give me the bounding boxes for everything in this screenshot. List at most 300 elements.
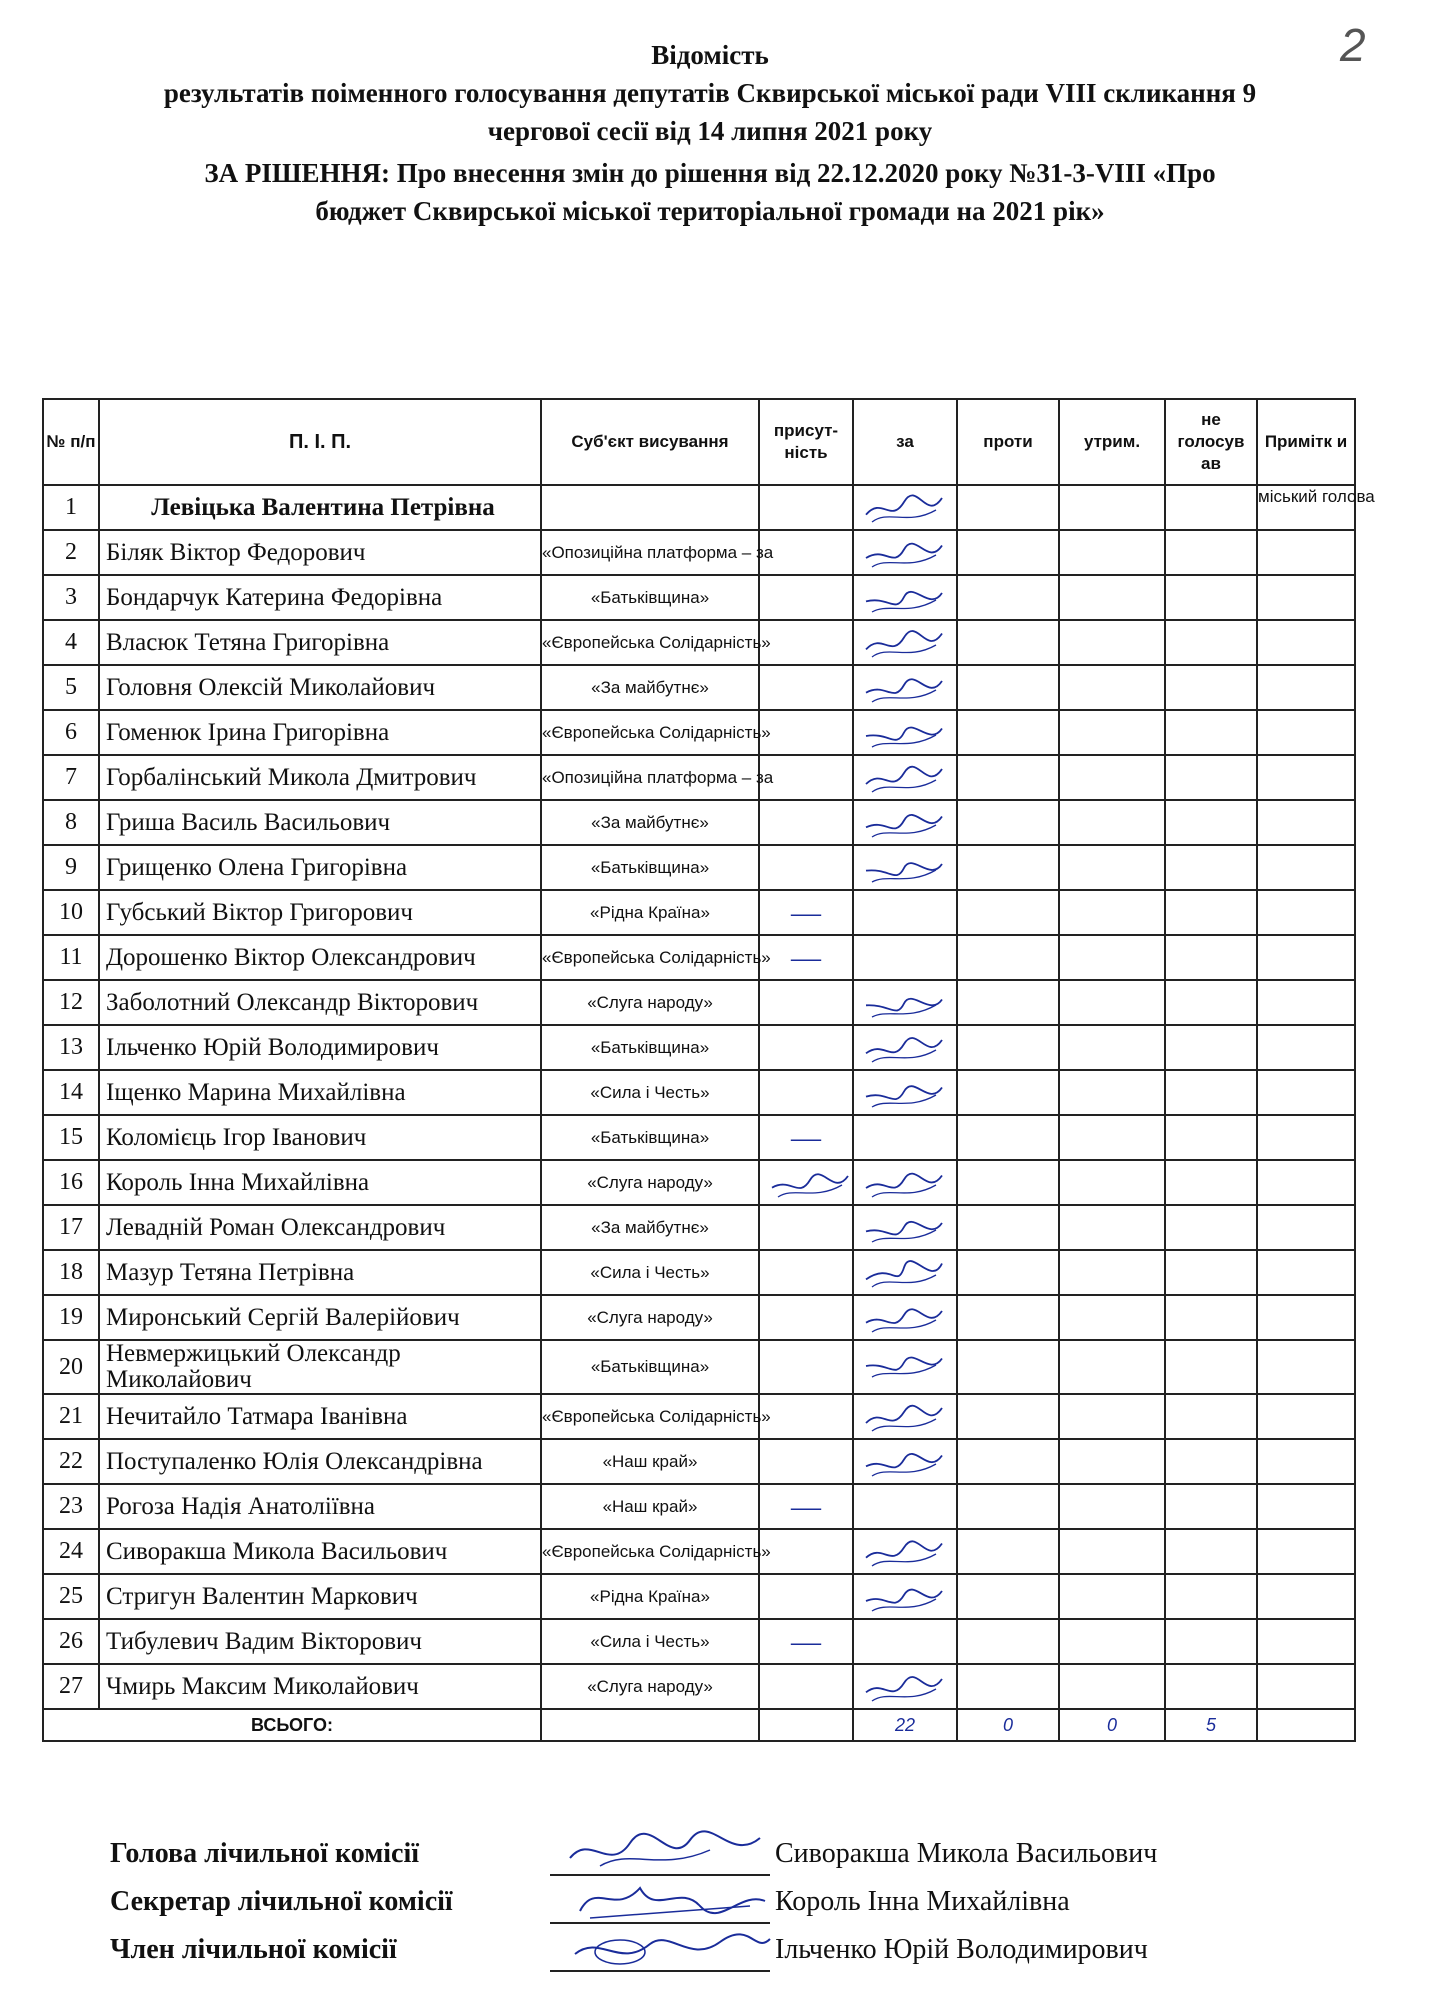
note-cell (1257, 1574, 1355, 1619)
deputy-party: «Наш край» (541, 1484, 759, 1529)
presence-cell: — (759, 890, 853, 935)
vote-for-cell (853, 530, 957, 575)
col-abstain: утрим. (1059, 399, 1165, 485)
member-sign-line (550, 1970, 770, 1972)
note-cell (1257, 1250, 1355, 1295)
table-row (43, 1574, 1355, 1619)
vote-for-cell (853, 575, 957, 620)
vote-against-cell (957, 1160, 1059, 1205)
vote-for-cell (853, 1250, 957, 1295)
signature-mark (858, 1442, 950, 1482)
presence-cell (759, 1250, 853, 1295)
vote-for-cell (853, 1664, 957, 1709)
table-row (43, 845, 1355, 890)
total-note-cell (1257, 1709, 1355, 1741)
table-row (43, 980, 1355, 1025)
deputy-name: Левіцька Валентина Петрівна (99, 485, 541, 530)
note-cell (1257, 620, 1355, 665)
presence-cell (759, 1529, 853, 1574)
commission-member-row (110, 1934, 1310, 1982)
note-cell (1257, 1619, 1355, 1664)
table-row (43, 1529, 1355, 1574)
vote-for-cell (853, 800, 957, 845)
not-voted-cell (1165, 1070, 1257, 1115)
col-present: присут-ність (759, 399, 853, 485)
not-voted-cell (1165, 1439, 1257, 1484)
row-number: 11 (43, 935, 99, 980)
vote-against-cell (957, 1070, 1059, 1115)
chair-role: Голова лічильної комісії (110, 1838, 420, 1869)
deputy-party: «Сила і Честь» (541, 1250, 759, 1295)
deputy-name: Горбалінський Микола Дмитрович (99, 755, 541, 800)
presence-cell (759, 1295, 853, 1340)
deputy-name: Гоменюк Ірина Григорівна (99, 710, 541, 755)
vote-abstain-cell (1059, 845, 1165, 890)
vote-against-cell (957, 485, 1059, 530)
table-row (43, 1394, 1355, 1439)
total-not-voted: 5 (1165, 1709, 1257, 1741)
row-number: 2 (43, 530, 99, 575)
table-row (43, 1619, 1355, 1664)
presence-cell (759, 665, 853, 710)
vote-against-cell (957, 755, 1059, 800)
note-cell (1257, 530, 1355, 575)
vote-abstain-cell (1059, 1115, 1165, 1160)
vote-abstain-cell (1059, 1295, 1165, 1340)
not-voted-cell (1165, 890, 1257, 935)
presence-cell: — (759, 1115, 853, 1160)
vote-for-cell (853, 1160, 957, 1205)
note-cell (1257, 935, 1355, 980)
table-row (43, 1295, 1355, 1340)
vote-for-cell (853, 935, 957, 980)
chair-signature (560, 1828, 780, 1878)
note-cell (1257, 1664, 1355, 1709)
presence-cell (759, 620, 853, 665)
chair-name: Сиворакша Микола Васильович (775, 1838, 1158, 1869)
deputy-party: «Слуга народу» (541, 1160, 759, 1205)
table-row (43, 1115, 1355, 1160)
row-number: 20 (43, 1340, 99, 1394)
not-voted-cell (1165, 1664, 1257, 1709)
deputy-party: «Європейська Солідарність» (541, 1394, 759, 1439)
vote-abstain-cell (1059, 530, 1165, 575)
deputy-name: Ільченко Юрій Володимирович (99, 1025, 541, 1070)
signature-mark (858, 803, 950, 843)
deputy-party: «Слуга народу» (541, 980, 759, 1025)
presence-cell (759, 800, 853, 845)
table-row (43, 1484, 1355, 1529)
deputy-name: Губський Віктор Григорович (99, 890, 541, 935)
table-row (43, 800, 1355, 845)
vote-for-cell (853, 845, 957, 890)
not-voted-cell (1165, 710, 1257, 755)
table-row (43, 485, 1355, 530)
row-number: 6 (43, 710, 99, 755)
vote-for-cell (853, 1484, 957, 1529)
signature-mark (858, 1163, 950, 1203)
vote-for-cell (853, 665, 957, 710)
vote-against-cell (957, 710, 1059, 755)
presence-cell (759, 1664, 853, 1709)
deputy-name: Заболотний Олександр Вікторович (99, 980, 541, 1025)
row-number: 12 (43, 980, 99, 1025)
deputy-party: «За майбутнє» (541, 800, 759, 845)
vote-for-cell (853, 1529, 957, 1574)
deputy-name: Бондарчук Катерина Федорівна (99, 575, 541, 620)
vote-abstain-cell (1059, 890, 1165, 935)
deputy-name: Миронський Сергій Валерійович (99, 1295, 541, 1340)
presence-cell (759, 1394, 853, 1439)
page-number: 2 (1340, 19, 1366, 71)
vote-against-cell (957, 935, 1059, 980)
presence-cell (759, 1439, 853, 1484)
member-name: Ільченко Юрій Володимирович (775, 1934, 1148, 1965)
note-cell (1257, 575, 1355, 620)
presence-cell: — (759, 1484, 853, 1529)
table-row (43, 1250, 1355, 1295)
deputy-name: Король Інна Михайлівна (99, 1160, 541, 1205)
presence-cell (759, 845, 853, 890)
presence-cell (759, 1160, 853, 1205)
deputy-name: Грищенко Олена Григорівна (99, 845, 541, 890)
total-abstain: 0 (1059, 1709, 1165, 1741)
col-name: П. І. П. (99, 399, 541, 485)
presence-cell: — (759, 935, 853, 980)
signature-mark (858, 1577, 950, 1617)
table-row (43, 1340, 1355, 1394)
row-number: 16 (43, 1160, 99, 1205)
vote-against-cell (957, 1439, 1059, 1484)
note-cell (1257, 1295, 1355, 1340)
vote-abstain-cell (1059, 620, 1165, 665)
vote-abstain-cell (1059, 575, 1165, 620)
deputy-party: «Європейська Солідарність» (541, 935, 759, 980)
table-row (43, 665, 1355, 710)
vote-for-cell (853, 1439, 957, 1484)
deputy-party: «Батьківщина» (541, 1340, 759, 1394)
row-number: 19 (43, 1295, 99, 1340)
signature-mark (858, 578, 950, 618)
presence-cell (759, 755, 853, 800)
row-number: 27 (43, 1664, 99, 1709)
note-cell (1257, 665, 1355, 710)
vote-against-cell (957, 1250, 1059, 1295)
vote-for-cell (853, 485, 957, 530)
deputy-name: Тибулевич Вадим Вікторович (99, 1619, 541, 1664)
col-for: за (853, 399, 957, 485)
document-header (40, 36, 1380, 230)
not-voted-cell (1165, 755, 1257, 800)
not-voted-cell (1165, 1115, 1257, 1160)
table-row (43, 1205, 1355, 1250)
vote-for-cell (853, 1619, 957, 1664)
deputy-party: «За майбутнє» (541, 665, 759, 710)
vote-abstain-cell (1059, 1025, 1165, 1070)
not-voted-cell (1165, 1160, 1257, 1205)
not-voted-cell (1165, 935, 1257, 980)
table-row (43, 890, 1355, 935)
signature-mark (858, 848, 950, 888)
presence-cell (759, 710, 853, 755)
deputy-party: «Батьківщина» (541, 575, 759, 620)
not-voted-cell (1165, 1484, 1257, 1529)
row-number: 26 (43, 1619, 99, 1664)
vote-abstain-cell (1059, 1070, 1165, 1115)
row-number: 15 (43, 1115, 99, 1160)
deputy-party: «Наш край» (541, 1439, 759, 1484)
vote-for-cell (853, 1025, 957, 1070)
not-voted-cell (1165, 485, 1257, 530)
not-voted-cell (1165, 620, 1257, 665)
presence-cell (759, 980, 853, 1025)
vote-abstain-cell (1059, 485, 1165, 530)
table-row (43, 620, 1355, 665)
deputy-name: Іщенко Марина Михайлівна (99, 1070, 541, 1115)
table-row (43, 1664, 1355, 1709)
not-voted-cell (1165, 1205, 1257, 1250)
vote-for-cell (853, 1394, 957, 1439)
note-cell (1257, 845, 1355, 890)
vote-against-cell (957, 1205, 1059, 1250)
vote-for-cell (853, 1340, 957, 1394)
deputy-party: «Рідна Країна» (541, 1574, 759, 1619)
vote-abstain-cell (1059, 800, 1165, 845)
note-cell (1257, 1484, 1355, 1529)
table-row (43, 1439, 1355, 1484)
table-row (43, 755, 1355, 800)
table-row (43, 530, 1355, 575)
deputy-name: Біляк Віктор Федорович (99, 530, 541, 575)
presence-cell (759, 1205, 853, 1250)
secretary-role: Секретар лічильної комісії (110, 1886, 453, 1917)
vote-for-cell (853, 1070, 957, 1115)
note-cell (1257, 800, 1355, 845)
vote-against-cell (957, 1529, 1059, 1574)
not-voted-cell (1165, 530, 1257, 575)
signature-mark (858, 1397, 950, 1437)
presence-cell (759, 1574, 853, 1619)
deputy-name: Невмержицький Олександр Миколайович (99, 1340, 541, 1394)
note-cell (1257, 890, 1355, 935)
signature-mark (858, 488, 950, 528)
vote-against-cell (957, 530, 1059, 575)
decision-line-1: ЗА РІШЕННЯ: Про внесення змін до рішення від 22.12.2020 року №31-3-VIII «Про (204, 158, 1216, 188)
presence-cell (759, 485, 853, 530)
note-cell (1257, 710, 1355, 755)
total-row (43, 1709, 1355, 1741)
row-number: 22 (43, 1439, 99, 1484)
commission-block (110, 1838, 1310, 1982)
not-voted-cell (1165, 1394, 1257, 1439)
vote-abstain-cell (1059, 1250, 1165, 1295)
vote-abstain-cell (1059, 1340, 1165, 1394)
presence-cell: — (759, 1619, 853, 1664)
col-not-voted: не голосув ав (1165, 399, 1257, 485)
row-number: 5 (43, 665, 99, 710)
note-cell (1257, 1394, 1355, 1439)
note-cell (1257, 1115, 1355, 1160)
vote-against-cell (957, 665, 1059, 710)
table-row (43, 575, 1355, 620)
signature-mark (858, 713, 950, 753)
col-num: № п/п (43, 399, 99, 485)
deputy-name: Чмирь Максим Миколайович (99, 1664, 541, 1709)
row-number: 10 (43, 890, 99, 935)
secretary-name: Король Інна Михайлівна (775, 1886, 1070, 1917)
deputy-party: «Європейська Солідарність» (541, 710, 759, 755)
member-role: Член лічильної комісії (110, 1934, 397, 1965)
not-voted-cell (1165, 980, 1257, 1025)
signature-mark (858, 623, 950, 663)
vote-abstain-cell (1059, 1205, 1165, 1250)
vote-abstain-cell (1059, 935, 1165, 980)
vote-against-cell (957, 890, 1059, 935)
row-number: 1 (43, 485, 99, 530)
row-number: 7 (43, 755, 99, 800)
vote-for-cell (853, 755, 957, 800)
deputy-party: «Європейська Солідарність» (541, 620, 759, 665)
deputy-party: «Батьківщина» (541, 1115, 759, 1160)
deputy-party: «Опозиційна платформа – за (541, 530, 759, 575)
vote-against-cell (957, 1025, 1059, 1070)
table-row (43, 710, 1355, 755)
deputy-name: Левадній Роман Олександрович (99, 1205, 541, 1250)
note-cell (1257, 1025, 1355, 1070)
signature-mark (858, 1343, 950, 1383)
vote-against-cell (957, 620, 1059, 665)
deputy-name: Власюк Тетяна Григорівна (99, 620, 541, 665)
vote-against-cell (957, 845, 1059, 890)
note-cell (1257, 1340, 1355, 1394)
col-against: проти (957, 399, 1059, 485)
not-voted-cell (1165, 1574, 1257, 1619)
doc-subtitle-1: результатів поіменного голосування депутатів Сквирської міської ради VIII скликання 9 (163, 78, 1257, 108)
signature-mark (858, 1028, 950, 1068)
row-number: 9 (43, 845, 99, 890)
note-cell (1257, 1529, 1355, 1574)
not-voted-cell (1165, 1340, 1257, 1394)
vote-against-cell (957, 980, 1059, 1025)
vote-for-cell (853, 1295, 957, 1340)
member-signature (560, 1924, 780, 1974)
total-present-cell (759, 1709, 853, 1741)
row-number: 25 (43, 1574, 99, 1619)
signature-mark (858, 1532, 950, 1572)
vote-abstain-cell (1059, 1574, 1165, 1619)
vote-for-cell (853, 980, 957, 1025)
table-row (43, 1070, 1355, 1115)
col-note: Примітк и (1257, 399, 1355, 485)
not-voted-cell (1165, 1529, 1257, 1574)
table-row (43, 1160, 1355, 1205)
row-number: 23 (43, 1484, 99, 1529)
note-cell: міський голова (1257, 485, 1355, 530)
vote-abstain-cell (1059, 1394, 1165, 1439)
note-cell (1257, 755, 1355, 800)
deputy-name: Нечитайло Татмара Іванівна (99, 1394, 541, 1439)
vote-against-cell (957, 1484, 1059, 1529)
signature-mark (858, 1667, 950, 1707)
vote-against-cell (957, 1619, 1059, 1664)
row-number: 21 (43, 1394, 99, 1439)
vote-for-cell (853, 620, 957, 665)
not-voted-cell (1165, 1250, 1257, 1295)
deputy-party: «Слуга народу» (541, 1295, 759, 1340)
note-cell (1257, 1439, 1355, 1484)
vote-abstain-cell (1059, 710, 1165, 755)
deputy-party: «За майбутнє» (541, 1205, 759, 1250)
deputy-name: Поступаленко Юлія Олександрівна (99, 1439, 541, 1484)
vote-abstain-cell (1059, 755, 1165, 800)
vote-against-cell (957, 1574, 1059, 1619)
deputy-party: «Батьківщина» (541, 1025, 759, 1070)
not-voted-cell (1165, 1295, 1257, 1340)
note-cell (1257, 1205, 1355, 1250)
row-number: 13 (43, 1025, 99, 1070)
doc-subtitle-2: чергової сесії від 14 липня 2021 року (487, 116, 933, 146)
vote-for-cell (853, 1574, 957, 1619)
vote-abstain-cell (1059, 1664, 1165, 1709)
not-voted-cell (1165, 1619, 1257, 1664)
deputy-party: «Батьківщина» (541, 845, 759, 890)
vote-against-cell (957, 800, 1059, 845)
doc-title: Відомість (651, 40, 769, 70)
vote-for-cell (853, 710, 957, 755)
deputy-name: Дорошенко Віктор Олександрович (99, 935, 541, 980)
deputy-name: Головня Олексій Миколайович (99, 665, 541, 710)
vote-against-cell (957, 575, 1059, 620)
vote-abstain-cell (1059, 1529, 1165, 1574)
vote-abstain-cell (1059, 980, 1165, 1025)
presence-cell (759, 1070, 853, 1115)
row-number: 17 (43, 1205, 99, 1250)
deputy-name: Сиворакша Микола Васильович (99, 1529, 541, 1574)
deputy-party: «Рідна Країна» (541, 890, 759, 935)
vote-against-cell (957, 1664, 1059, 1709)
not-voted-cell (1165, 800, 1257, 845)
signature-mark (858, 758, 950, 798)
note-cell (1257, 980, 1355, 1025)
deputy-party: «Сила і Честь» (541, 1619, 759, 1664)
vote-abstain-cell (1059, 1439, 1165, 1484)
table-header-row (43, 399, 1355, 485)
total-against: 0 (957, 1709, 1059, 1741)
not-voted-cell (1165, 1025, 1257, 1070)
deputy-party: «Європейська Солідарність» (541, 1529, 759, 1574)
vote-against-cell (957, 1394, 1059, 1439)
deputy-party (541, 485, 759, 530)
decision-line-2: бюджет Сквирської міської територіальної громади на 2021 рік» (315, 196, 1105, 226)
not-voted-cell (1165, 575, 1257, 620)
presence-cell (759, 1025, 853, 1070)
secretary-signature (560, 1876, 780, 1926)
deputy-name: Стригун Валентин Маркович (99, 1574, 541, 1619)
vote-against-cell (957, 1340, 1059, 1394)
vote-for-cell (853, 890, 957, 935)
deputy-name: Рогоза Надія Анатоліївна (99, 1484, 541, 1529)
total-label: ВСЬОГО: (43, 1709, 541, 1741)
total-party-cell (541, 1709, 759, 1741)
signature-mark (858, 533, 950, 573)
note-cell (1257, 1160, 1355, 1205)
note-cell (1257, 1070, 1355, 1115)
vote-against-cell (957, 1115, 1059, 1160)
col-party: Суб'єкт висування (541, 399, 759, 485)
signature-mark (858, 1073, 950, 1113)
presence-cell (759, 575, 853, 620)
vote-abstain-cell (1059, 1484, 1165, 1529)
